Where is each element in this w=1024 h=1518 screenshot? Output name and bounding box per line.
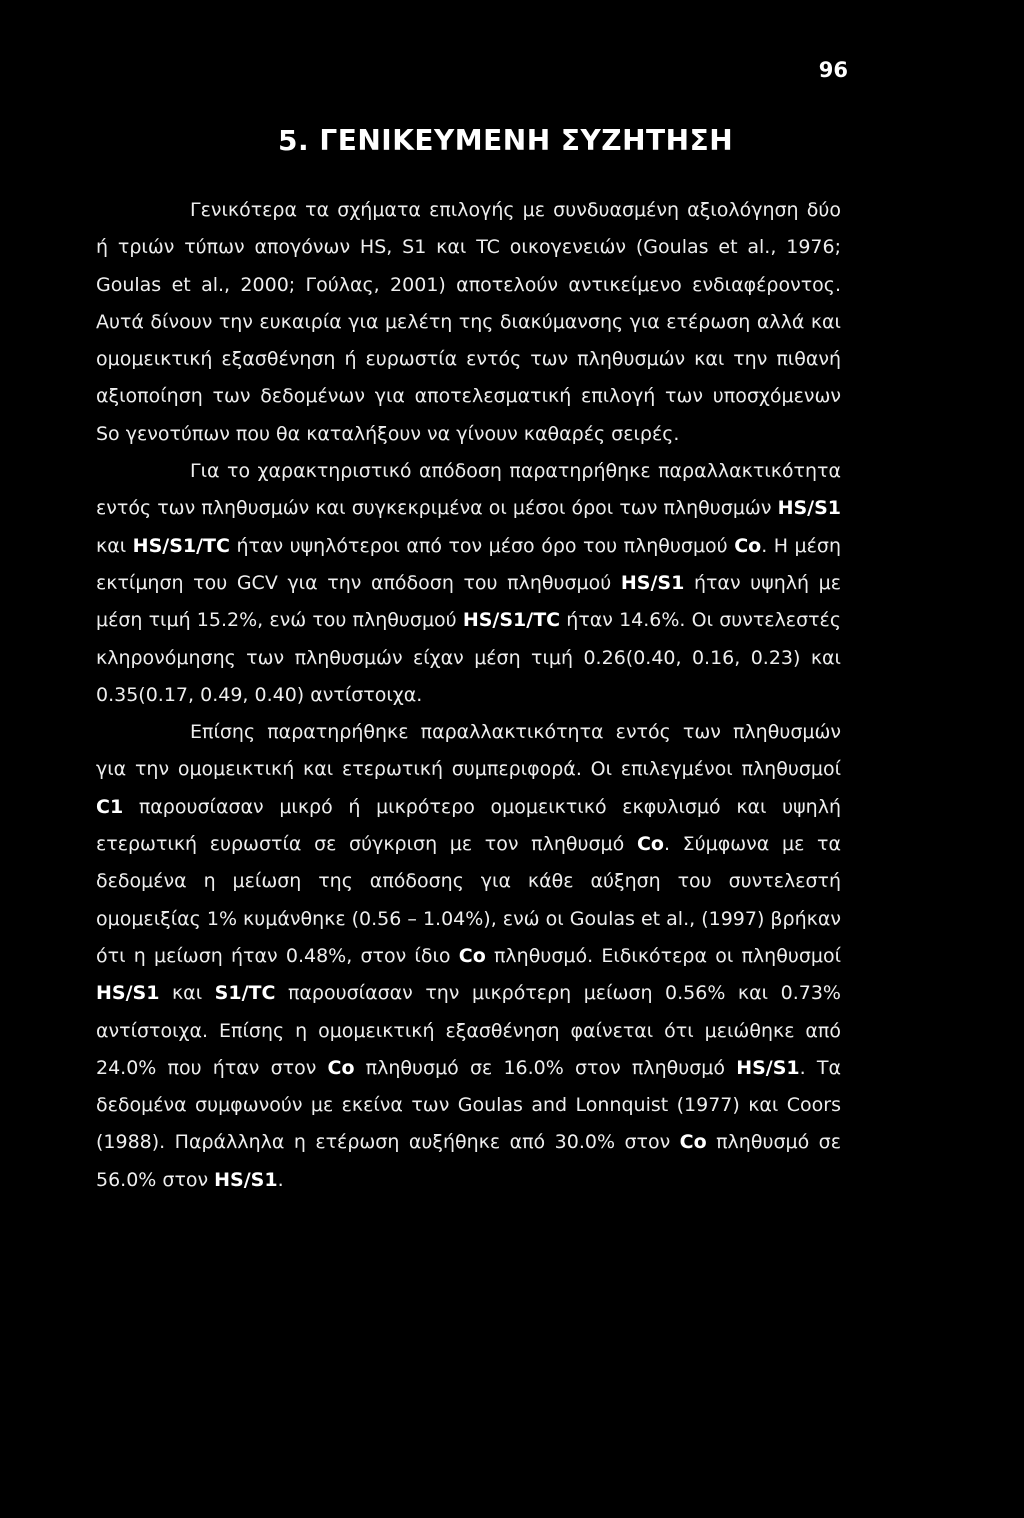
text-run: . [277, 1168, 284, 1191]
page-number: 96 [818, 58, 848, 82]
text-run: και [96, 534, 133, 557]
body-text [96, 192, 841, 1199]
text-run: ήταν υψηλή με μέση τιμή 15.2%, ενώ του πληθυσμού [96, 571, 842, 632]
text-run: πληθυσμό σε 56.0% στον [96, 1131, 841, 1191]
bold-term: Co [679, 1131, 707, 1154]
text-run: . Η μέση εκτίμηση του GCV για την απόδοση του πληθυσμού [96, 534, 841, 594]
text-run: . Σύμφωνα με τα δεδομένα η μείωση της απόδοσης για κάθε αύξηση του συντελεστή ομομειξίας 1% κυμάνθηκε (0.56 – 1.04%), ενώ οι Goulas et al., (1997) βρήκαν ότι η μείωση ήταν 0.48%, στον ίδιο [96, 833, 841, 967]
paragraph-1-sentence-1: Γενικότερα τα σχήματα επιλογής με συνδυασμένη αξιολόγηση δύο ή τριών τύπων απογόνων HS, S1 και TC οικογενειών (Goulas et al., 1976; Goulas et al., 2000; Γούλας, 2001) αποτελούν αντικείμενο ενδιαφέροντος. [96, 199, 841, 296]
bold-term: S1/TC [214, 982, 276, 1005]
bold-term: HS/S1 [214, 1168, 278, 1191]
bold-term: Co [327, 1056, 355, 1079]
text-run: ήταν 14.6%. Οι συντελεστές κληρονόμησης των πληθυσμών είχαν μέση τιμή 0.26(0.40, 0.16, 0.23) και 0.35(0.17, 0.49, 0.40) αντίστοιχα. [96, 609, 841, 706]
text-run: Για το χαρακτηριστικό απόδοση παρατηρήθηκε παραλλακτικότητα εντός των πληθυσμών και συγκεκριμένα οι μέσοι όροι των πληθυσμών [96, 460, 841, 520]
bold-term: Co [734, 534, 762, 557]
bold-term: Co [458, 944, 486, 967]
bold-term: HS/S1 [96, 982, 160, 1005]
bold-term: HS/S1/TC [462, 609, 561, 632]
text-run: παρουσίασαν μικρό ή μικρότερο ομομεικτικό εκφυλισμό και υψηλή ετερωτική ευρωστία σε σύγκριση με τον πληθυσμό [96, 795, 841, 856]
bold-term: HS/S1 [736, 1056, 800, 1079]
text-run: ήταν υψηλότεροι από τον μέσο όρο του πληθυσμού [229, 534, 735, 557]
paragraph-1 [96, 192, 841, 453]
text-run: και [159, 982, 215, 1005]
section-heading: 5. ΓΕΝΙΚΕΥΜΕΝΗ ΣΥΖΗΤΗΣΗ [278, 124, 734, 157]
bold-term: Co [636, 833, 664, 856]
text-run: Επίσης παρατηρήθηκε παραλλακτικότητα εντός των πληθυσμών για την ομομεικτική και ετερωτική συμπεριφορά. Οι επιλεγμένοι πληθυσμοί [96, 721, 841, 781]
text-run: πληθυσμό σε 16.0% στον πληθυσμό [354, 1056, 737, 1079]
text-run: παρουσίασαν την μικρότερη μείωση 0.56% και 0.73% αντίστοιχα. Επίσης η ομομεικτική εξασθένηση φαίνεται ότι μειώθηκε από 24.0% που ήταν στον [96, 982, 841, 1079]
bold-term: C1 [96, 795, 124, 818]
bold-term: HS/S1/TC [132, 534, 230, 557]
paragraph-2 [96, 453, 841, 714]
text-run: πληθυσμό. Ειδικότερα οι πληθυσμοί [485, 944, 842, 967]
bold-term: HS/S1 [777, 497, 841, 520]
text-run: . Τα δεδομένα συμφωνούν με εκείνα των Goulas and Lonnquist (1977) και Coors (1988). Παράλληλα η ετέρωση αυξήθηκε από 30.0% στον [96, 1056, 841, 1154]
paragraph-3 [96, 714, 841, 1199]
paragraph-1-sentence-2: Αυτά δίνουν την ευκαιρία για μελέτη της διακύμανσης για ετέρωση αλλά και ομομεικτική εξασθένηση ή ευρωστία εντός των πληθυσμών και την πιθανή αξιοποίηση των δεδομένων για αποτελεσματική επιλογή των υποσχόμενων So γενοτύπων που θα καταλήξουν να γίνουν καθαρές σειρές. [96, 310, 841, 445]
bold-term: HS/S1 [620, 571, 685, 594]
